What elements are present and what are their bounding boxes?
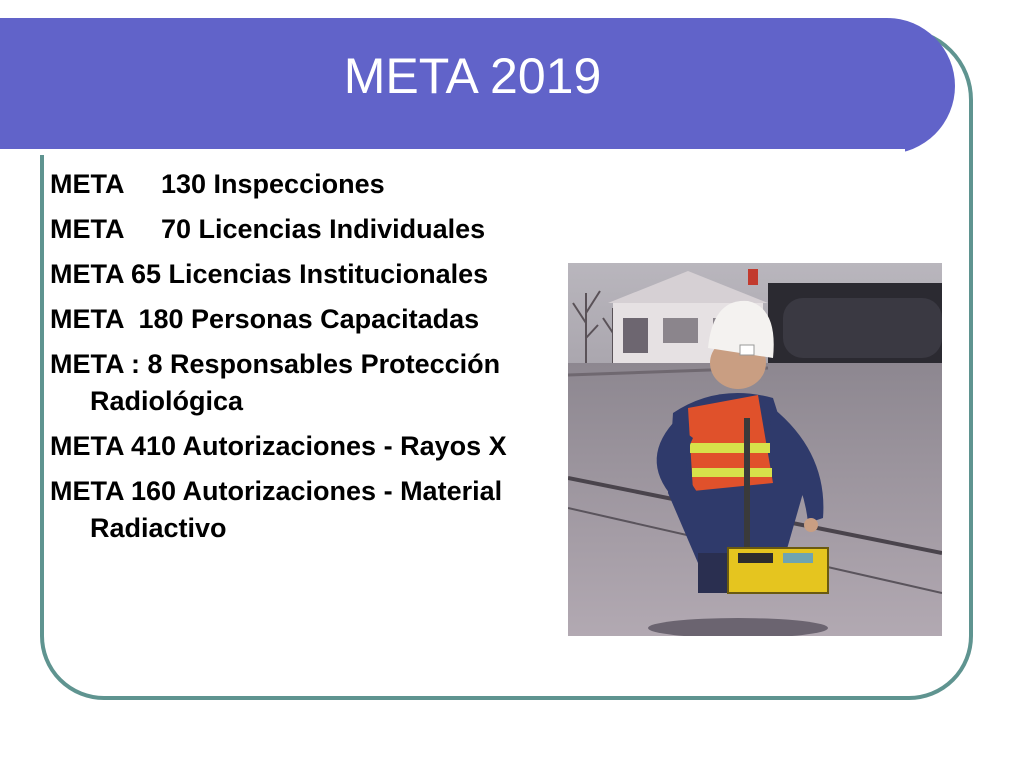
goal-item-material-radiactivo: META 160 Autorizaciones - Material Radiactivo [50,476,510,543]
banner-divider [0,149,905,155]
goal-item-rayos-x: META 410 Autorizaciones - Rayos X [50,431,507,461]
worker-photo-illustration [568,263,942,636]
goal-item-licencias-institucionales: META 65 Licencias Institucionales [50,259,489,289]
goal-item-licencias-individuales: META 70 Licencias Individuales [50,214,486,244]
goal-item-inspecciones: META 130 Inspecciones [50,169,385,199]
goal-item-personas-capacitadas: META 180 Personas Capacitadas [50,304,480,334]
goal-item-responsables: META : 8 Responsables Protección Radiológica [50,349,508,416]
slide-title: META 2019 [343,48,602,104]
worker-photo [568,263,942,636]
goals-list [50,166,550,555]
